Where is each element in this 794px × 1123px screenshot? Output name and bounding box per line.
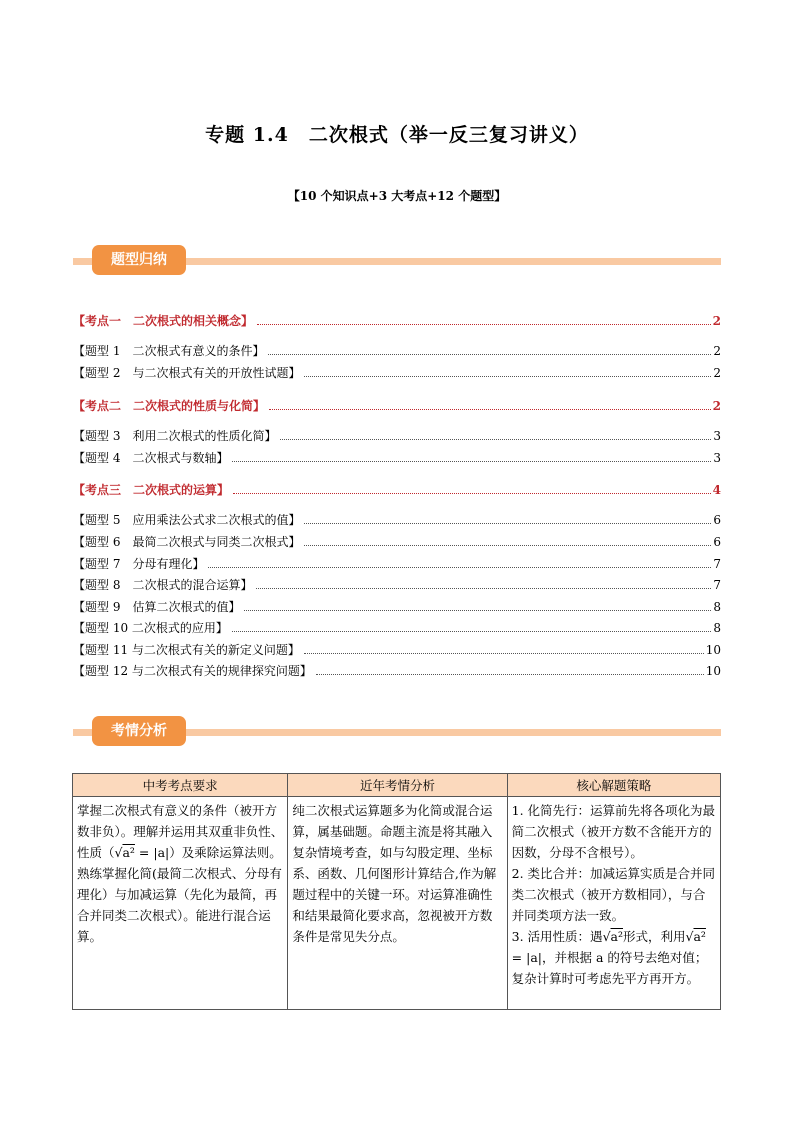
toc-item-type-2[interactable]: 【题型 2 与二次根式有关的开放性试题】 2 (73, 366, 721, 380)
strategy-item: 2. 类比合并：加减运算实质是合并同类二次根式（被开方数相同），与合并同类项方法一致。 (511, 866, 716, 923)
exam-analysis-table (72, 773, 721, 1010)
strategy-item: 3. 活用性质：遇√a²形式，利用√a² = |a|，并根据 a 的符号去绝对值；复杂计算时可考虑先平方再开方。 (511, 929, 708, 986)
table-row (73, 797, 721, 1010)
exam-trend-cell: 纯二次根式运算题多为化简或混合运算，属基础题。命题主流是将其融入复杂情境考查，如与勾股定理、坐标系、函数、几何图形计算结合,作为解题过程中的关键一环。对运算准确性和结果最简化要求高，忽视被开方数条件是常见失分点。 (288, 797, 507, 1010)
sqrt-icon: √ (114, 845, 123, 860)
radicand: a² (122, 845, 135, 860)
strategy-cell (507, 797, 720, 1010)
toc-item-point-3[interactable]: 【考点三 二次根式的运算】 4 (73, 483, 721, 497)
toc-item-type-10[interactable]: 【题型 10 二次根式的应用】 8 (73, 621, 721, 635)
document-subtitle: 【10 个知识点+3 大考点+12 个题型】 (287, 189, 507, 203)
toc-item-point-1[interactable]: 【考点一 二次根式的相关概念】 2 (73, 314, 721, 328)
radicand: a² (693, 929, 706, 944)
exam-requirements-cell: 掌握二次根式有意义的条件（被开方数非负）。理解并运用其双重非负性、性质（√a² = |a|）及乘除运算法则。熟练掌握化简(最简二次根式、分母有理化）与加减运算（先化为最简，再合并同类二次根式）。能进行混合运算。 (73, 797, 288, 1010)
toc-item-type-8[interactable]: 【题型 8 二次根式的混合运算】 7 (73, 578, 721, 592)
toc-item-type-6[interactable]: 【题型 6 最简二次根式与同类二次根式】 6 (73, 535, 721, 549)
section-bar-toc (73, 252, 721, 268)
table-header-cell: 中考考点要求 (73, 774, 288, 797)
section-bar-analysis (73, 723, 721, 739)
toc-item-type-12[interactable]: 【题型 12 与二次根式有关的规律探究问题】 10 (73, 664, 721, 678)
toc-item-type-9[interactable]: 【题型 9 估算二次根式的值】 8 (73, 600, 721, 614)
toc-item-type-1[interactable]: 【题型 1 二次根式有意义的条件】 2 (73, 344, 721, 358)
toc-item-type-3[interactable]: 【题型 3 利用二次根式的性质化简】 3 (73, 429, 721, 443)
table-header-cell: 核心解题策略 (507, 774, 720, 797)
table-header-cell: 近年考情分析 (288, 774, 507, 797)
document-title: 专题 1.4 二次根式（举一反三复习讲义） (205, 124, 589, 146)
table-header-row (73, 774, 721, 797)
radicand: a² (610, 929, 623, 944)
toc-item-type-7[interactable]: 【题型 7 分母有理化】 7 (73, 557, 721, 571)
sqrt-icon: √ (685, 929, 694, 944)
toc-item-point-2[interactable]: 【考点二 二次根式的性质与化简】 2 (73, 399, 721, 413)
section-heading-analysis: 考情分析 (92, 716, 186, 746)
toc-item-type-5[interactable]: 【题型 5 应用乘法公式求二次根式的值】 6 (73, 513, 721, 527)
toc-item-type-11[interactable]: 【题型 11 与二次根式有关的新定义问题】 10 (73, 643, 721, 657)
strategy-item: 1. 化简先行：运算前先将各项化为最简二次根式（被开方数不含能开方的因数，分母不含根号）。 (511, 803, 716, 860)
section-heading-toc: 题型归纳 (92, 245, 186, 275)
toc-item-type-4[interactable]: 【题型 4 二次根式与数轴】 3 (73, 451, 721, 465)
sqrt-icon: √ (602, 929, 611, 944)
